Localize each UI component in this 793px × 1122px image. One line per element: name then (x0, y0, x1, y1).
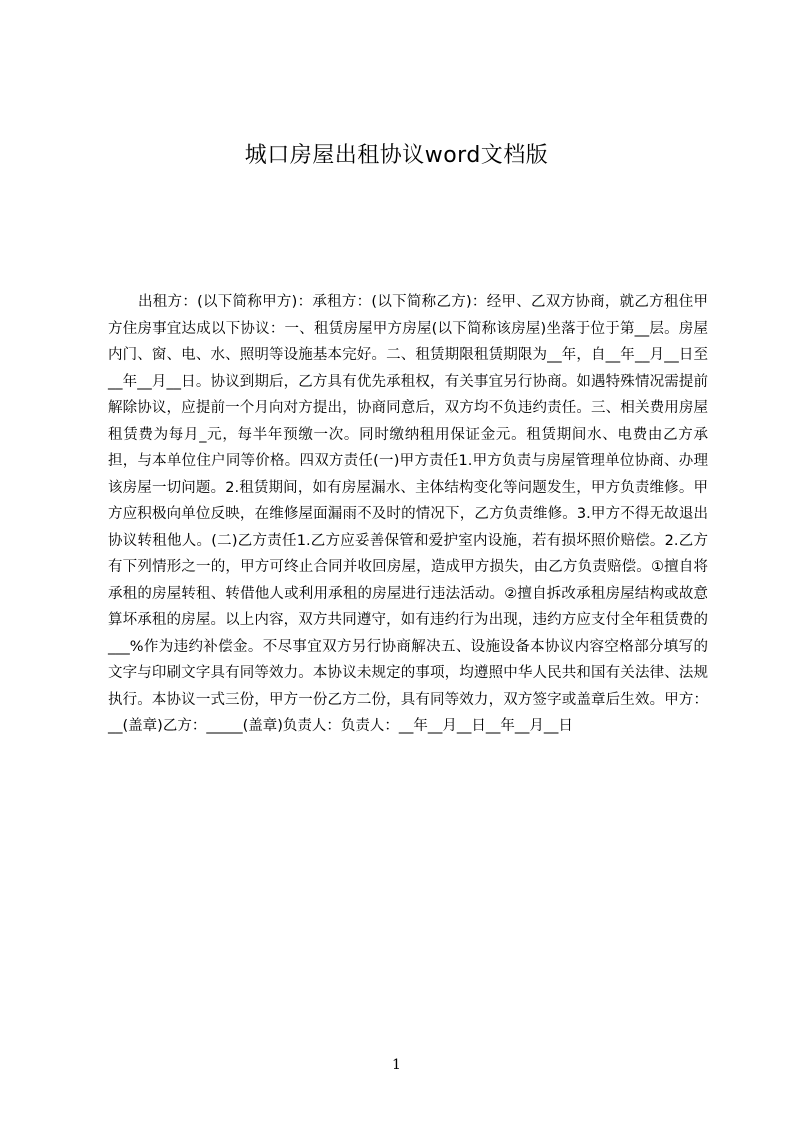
document-title: 城口房屋出租协议word文档版 (244, 143, 549, 168)
page-number: 1 (392, 1057, 401, 1073)
agreement-body-paragraph: 出租方：(以下简称甲方)：承租方：(以下简称乙方)：经甲、乙双方协商，就乙方租住甲方住房事宜达成以下协议：一、租赁房屋甲方房屋(以下简称该房屋)坐落于位于第__层。房屋内门、窗、电、水、照明等设施基本完好。二、租赁期限租赁期限为__年，自__年__月__日至__年__月__日。协议到期后，乙方具有优先承租权，有关事宜另行协商。如遇特殊情况需提前解除协议，应提前一个月向对方提出，协商同意后，双方均不负违约责任。三、相关费用房屋租赁费为每月_元，每半年预缴一次。同时缴纳租用保证金元。租赁期间水、电费由乙方承担，与本单位住户同等价格。四双方责任(一)甲方责任1.甲方负责与房屋管理单位协商、办理该房屋一切问题。2.租赁期间，如有房屋漏水、主体结构变化等问题发生，甲方负责维修。甲方应积极向单位反映，在维修屋面漏雨不及时的情况下，乙方负责维修。3.甲方不得无故退出协议转租他人。(二)乙方责任1.乙方应妥善保管和爱护室内设施，若有损坏照价赔偿。2.乙方有下列情形之一的，甲方可终止合同并收回房屋，造成甲方损失，由乙方负责赔偿。①擅自将承租的房屋转租、转借他人或利用承租的房屋进行违法活动。②擅自拆改承租房屋结构或故意算坏承租的房屋。以上内容，双方共同遵守，如有违约行为出现，违约方应支付全年租赁费的___%作为违约补偿金。不尽事宜双方另行协商解决五、设施设备本协议内容空格部分填写的文字与印刷文字具有同等效力。本协议未规定的事项，均遵照中华人民共和国有关法律、法规执行。本协议一式三份，甲方一份乙方二份，具有同等效力，双方签字或盖章后生效。甲方：__(盖章)乙方：_____(盖章)负责人：负责人：__年__月__日__年__月__日 (108, 294, 708, 734)
